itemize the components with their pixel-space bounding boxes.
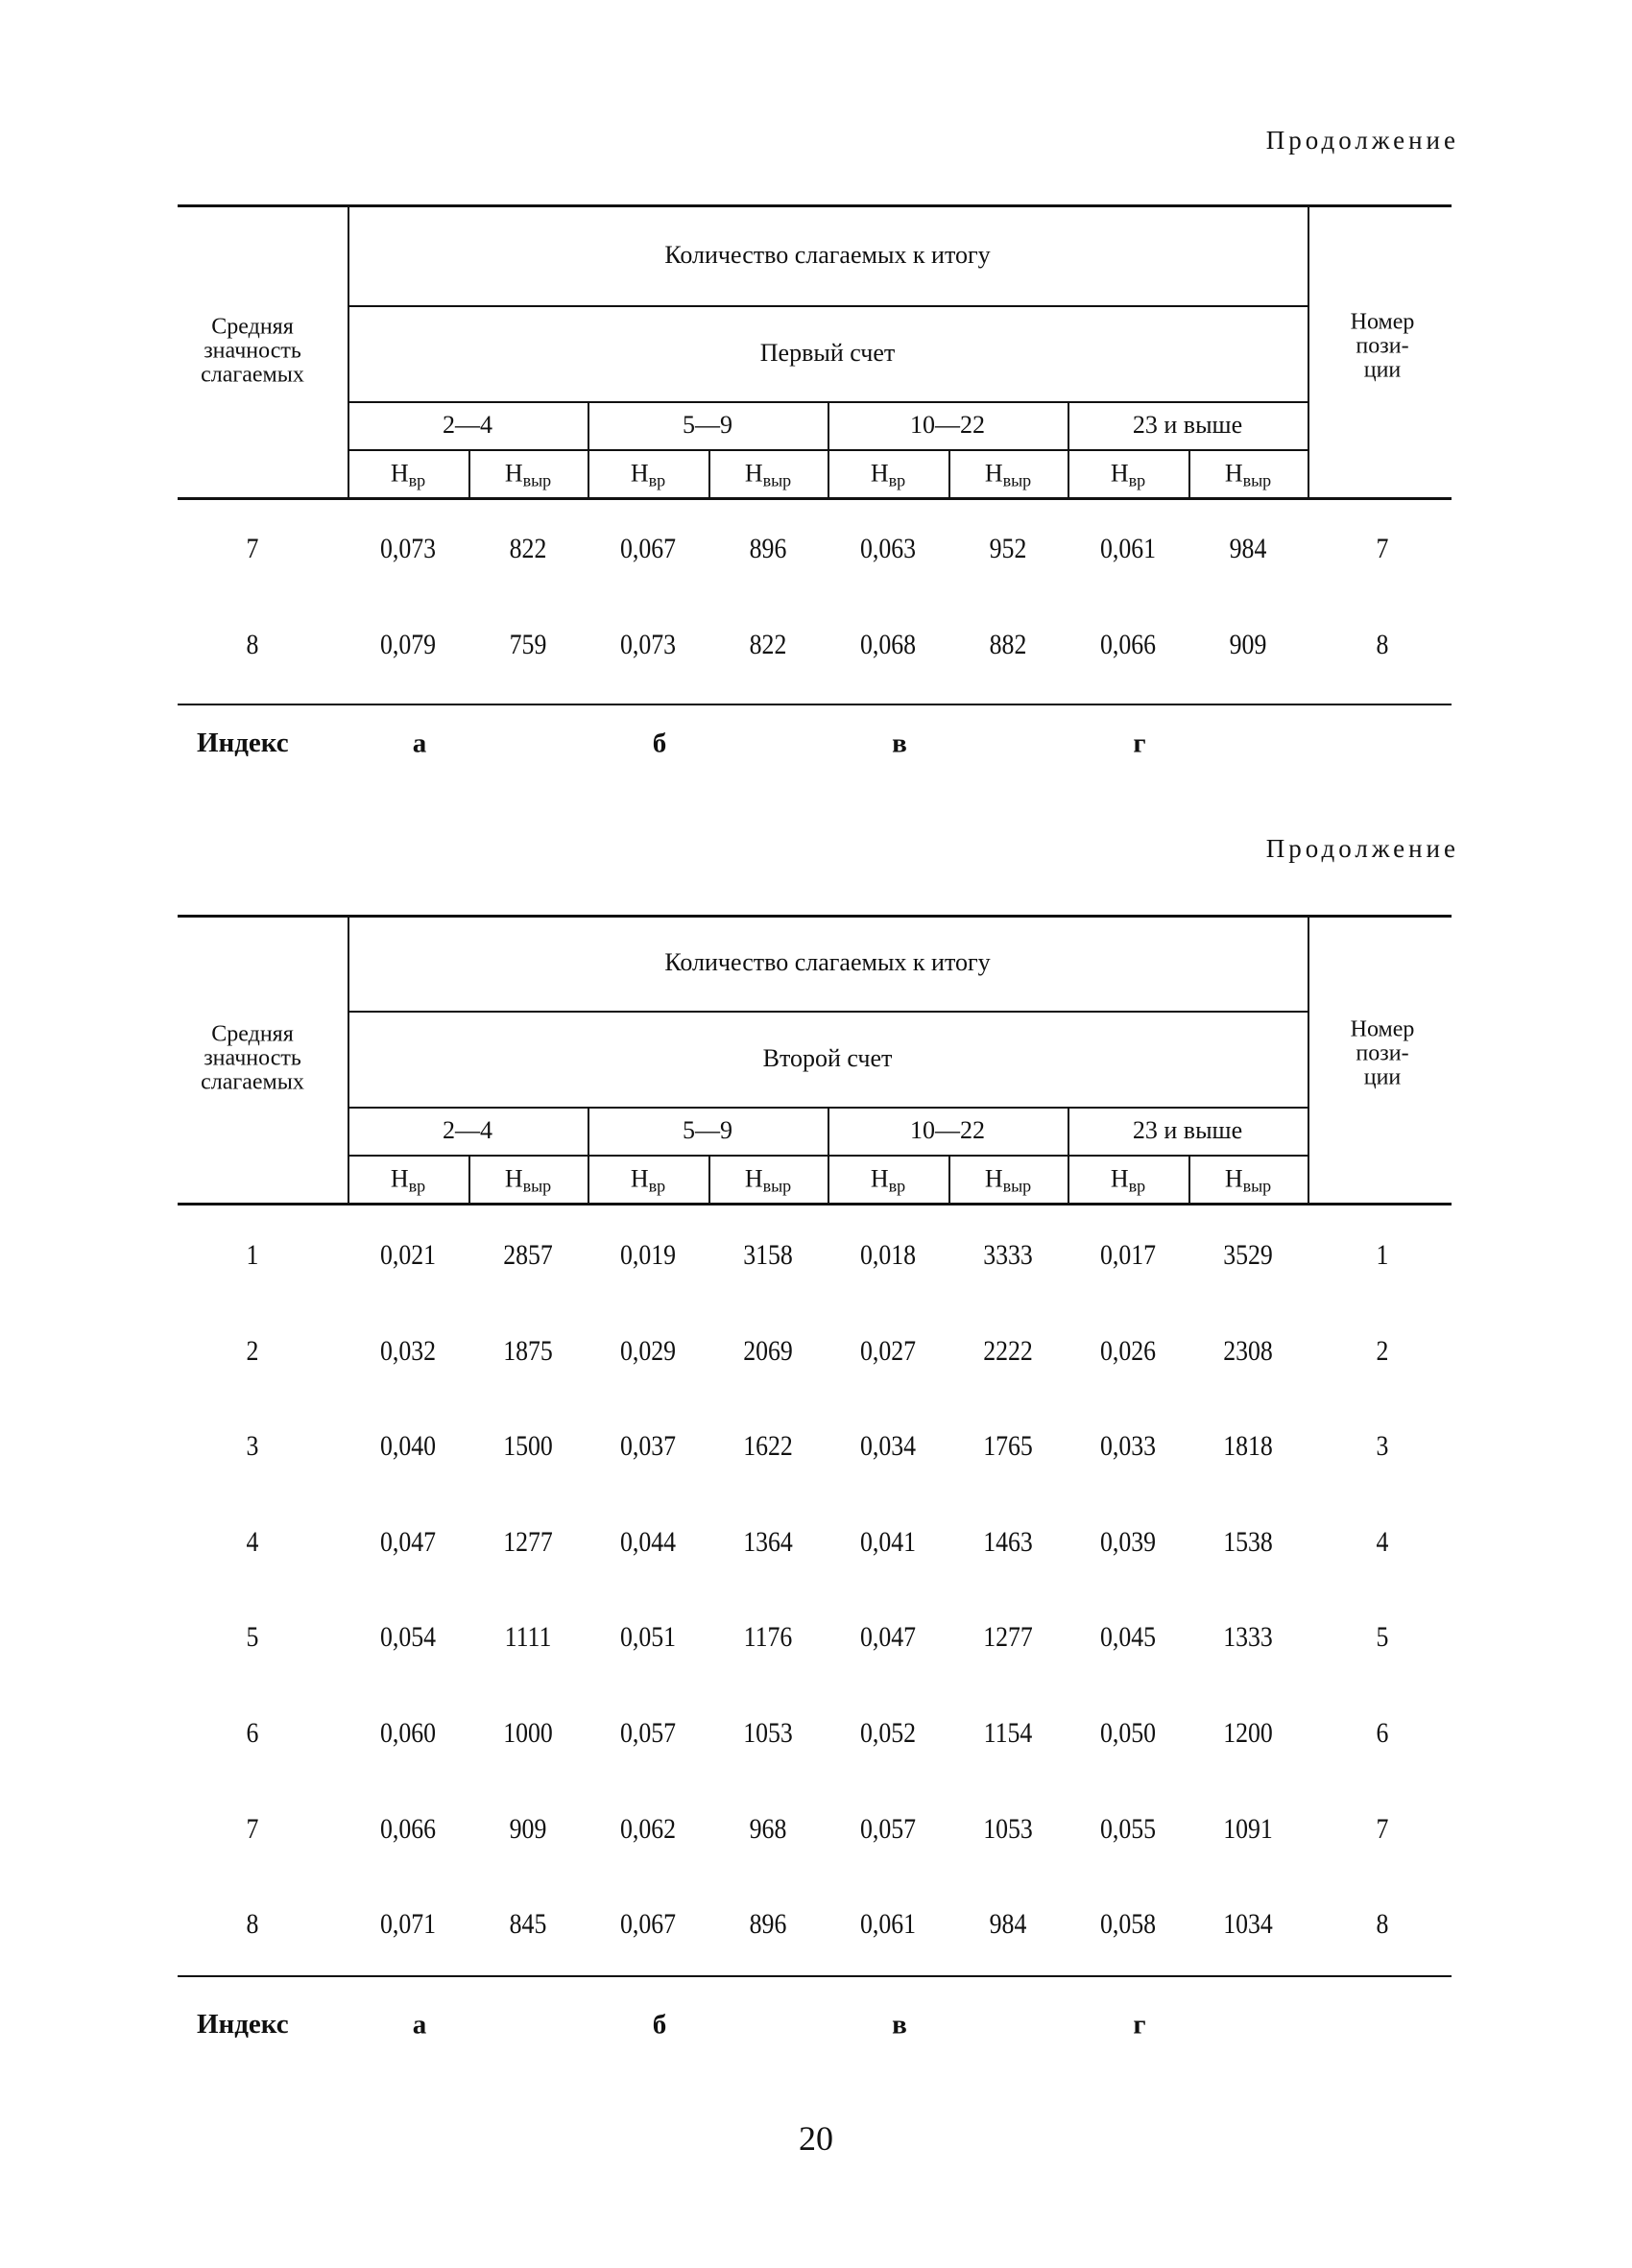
header-rule xyxy=(348,1011,1308,1013)
range-header: 10—22 xyxy=(910,411,985,439)
subcolumn-suffix: выр xyxy=(1242,1176,1272,1196)
time-norm-cell: 0,047 xyxy=(859,1621,917,1654)
subcolumn-header xyxy=(631,460,665,491)
output-norm-cell: 1538 xyxy=(1223,1525,1273,1558)
position-header-line: ции xyxy=(1363,357,1402,382)
subcolumn-suffix: выр xyxy=(762,470,792,490)
output-norm-cell: 1818 xyxy=(1223,1430,1273,1463)
output-norm-cell: 822 xyxy=(749,629,787,660)
table-top-rule xyxy=(178,204,1452,207)
output-norm-cell: 1034 xyxy=(1223,1908,1273,1941)
subcolumn-header xyxy=(871,460,905,491)
significance-cell: 8 xyxy=(246,629,259,660)
output-norm-cell: 1364 xyxy=(743,1525,793,1558)
output-norm-cell: 1111 xyxy=(504,1621,552,1654)
index-letter: а xyxy=(412,2009,427,2041)
position-cell: 8 xyxy=(1376,629,1389,660)
time-norm-cell: 0,063 xyxy=(859,533,917,564)
time-norm-cell: 0,051 xyxy=(619,1621,677,1654)
time-norm-cell: 0,034 xyxy=(859,1430,917,1463)
column-divider xyxy=(588,401,589,497)
column-divider xyxy=(348,915,349,1203)
index-letter: а xyxy=(412,728,427,759)
subcolumn-suffix: выр xyxy=(522,1176,552,1196)
time-norm-cell: 0,060 xyxy=(379,1717,437,1749)
time-norm-cell: 0,032 xyxy=(379,1334,437,1367)
time-norm-cell: 0,067 xyxy=(619,1908,677,1941)
time-norm-cell: 0,062 xyxy=(619,1812,677,1845)
output-norm-cell: 1091 xyxy=(1223,1812,1273,1845)
time-norm-cell: 0,073 xyxy=(379,533,437,564)
column-divider xyxy=(828,401,829,497)
time-norm-cell: 0,017 xyxy=(1099,1239,1157,1271)
column-divider xyxy=(1308,915,1309,1203)
output-norm-cell: 882 xyxy=(989,629,1027,660)
subcolumn-base: Н xyxy=(1224,459,1243,488)
column-divider xyxy=(1188,1155,1190,1203)
subcolumn-base: Н xyxy=(504,1164,523,1193)
column-divider xyxy=(1068,401,1069,497)
position-header-line: Номер xyxy=(1350,309,1415,334)
time-norm-cell: 0,055 xyxy=(1099,1812,1157,1845)
subcolumn-suffix: вр xyxy=(408,470,426,490)
subcolumn-header xyxy=(985,460,1031,491)
subcolumn-header xyxy=(1111,1165,1145,1197)
output-norm-cell: 1875 xyxy=(503,1334,553,1367)
subcolumn-suffix: выр xyxy=(1002,1176,1032,1196)
subcolumn-header xyxy=(391,1165,425,1197)
position-cell: 5 xyxy=(1376,1621,1389,1654)
subcolumn-suffix: вр xyxy=(1128,1176,1146,1196)
subcolumn-suffix: выр xyxy=(762,1176,792,1196)
header-rule xyxy=(348,305,1308,307)
range-header: 23 и выше xyxy=(1132,411,1243,439)
time-norm-cell: 0,057 xyxy=(859,1812,917,1845)
subcolumn-base: Н xyxy=(984,1164,1003,1193)
output-norm-cell: 1000 xyxy=(503,1717,553,1749)
position-cell: 7 xyxy=(1376,533,1389,564)
time-norm-cell: 0,061 xyxy=(859,1908,917,1941)
count-header: Первый счет xyxy=(759,339,896,367)
time-norm-cell: 0,071 xyxy=(379,1908,437,1941)
output-norm-cell: 984 xyxy=(989,1908,1027,1941)
significance-cell: 1 xyxy=(246,1239,259,1271)
subcolumn-base: Н xyxy=(870,1164,889,1193)
significance-cell: 2 xyxy=(246,1334,259,1367)
page-number: 20 xyxy=(799,2119,833,2158)
table-bottom-rule xyxy=(178,1975,1452,1977)
position-cell: 6 xyxy=(1376,1717,1389,1749)
subcolumn-suffix: вр xyxy=(888,470,906,490)
group-header: Количество слагаемых к итогу xyxy=(664,240,991,269)
column-divider xyxy=(468,1155,470,1203)
column-divider xyxy=(348,204,349,497)
output-norm-cell: 909 xyxy=(509,1812,547,1845)
subcolumn-suffix: выр xyxy=(522,470,552,490)
index-label: Индекс xyxy=(197,728,289,758)
subcolumn-base: Н xyxy=(504,459,523,488)
subcolumn-base: Н xyxy=(630,1164,649,1193)
output-norm-cell: 2857 xyxy=(503,1239,553,1271)
subcolumn-suffix: вр xyxy=(408,1176,426,1196)
subcolumn-base: Н xyxy=(630,459,649,488)
stub-header-line: Средняя xyxy=(211,314,294,339)
index-letter: г xyxy=(1133,2009,1146,2041)
time-norm-cell: 0,037 xyxy=(619,1430,677,1463)
time-norm-cell: 0,027 xyxy=(859,1334,917,1367)
position-cell: 7 xyxy=(1376,1812,1389,1845)
output-norm-cell: 896 xyxy=(749,533,787,564)
time-norm-cell: 0,018 xyxy=(859,1239,917,1271)
stub-header-line: слагаемых xyxy=(201,1069,304,1095)
output-norm-cell: 1277 xyxy=(983,1621,1033,1654)
stub-header-line: Средняя xyxy=(211,1021,294,1047)
output-norm-cell: 968 xyxy=(749,1812,787,1845)
output-norm-cell: 1765 xyxy=(983,1430,1033,1463)
subcolumn-header xyxy=(745,460,791,491)
column-divider xyxy=(708,1155,710,1203)
time-norm-cell: 0,061 xyxy=(1099,533,1157,564)
time-norm-cell: 0,021 xyxy=(379,1239,437,1271)
stub-header-line: слагаемых xyxy=(201,362,304,387)
subcolumn-suffix: вр xyxy=(888,1176,906,1196)
time-norm-cell: 0,073 xyxy=(619,629,677,660)
column-divider xyxy=(1308,204,1309,497)
time-norm-cell: 0,079 xyxy=(379,629,437,660)
continuation-label: Продолжение xyxy=(1265,834,1459,863)
index-letter: б xyxy=(652,728,667,759)
output-norm-cell: 845 xyxy=(509,1908,547,1941)
subcolumn-suffix: вр xyxy=(1128,470,1146,490)
time-norm-cell: 0,045 xyxy=(1099,1621,1157,1654)
time-norm-cell: 0,067 xyxy=(619,533,677,564)
output-norm-cell: 3529 xyxy=(1223,1239,1273,1271)
subcolumn-header xyxy=(505,1165,551,1197)
time-norm-cell: 0,026 xyxy=(1099,1334,1157,1367)
header-bottom-rule xyxy=(178,497,1452,500)
significance-cell: 7 xyxy=(246,1812,259,1845)
significance-cell: 6 xyxy=(246,1717,259,1749)
continuation-label: Продолжение xyxy=(1265,126,1459,155)
subcolumn-suffix: выр xyxy=(1002,470,1032,490)
range-header: 2—4 xyxy=(443,1116,492,1144)
subcolumn-suffix: вр xyxy=(648,1176,666,1196)
position-cell: 4 xyxy=(1376,1525,1389,1558)
output-norm-cell: 1200 xyxy=(1223,1717,1273,1749)
stub-header-line: значность xyxy=(204,338,301,363)
significance-cell: 7 xyxy=(246,533,259,564)
output-norm-cell: 952 xyxy=(989,533,1027,564)
output-norm-cell: 3158 xyxy=(743,1239,793,1271)
range-header: 2—4 xyxy=(443,411,492,439)
index-label: Индекс xyxy=(197,2009,289,2040)
output-norm-cell: 3333 xyxy=(983,1239,1033,1271)
output-norm-cell: 1463 xyxy=(983,1525,1033,1558)
subcolumn-base: Н xyxy=(744,1164,763,1193)
index-letter: б xyxy=(652,2009,667,2041)
column-divider xyxy=(948,1155,950,1203)
column-divider xyxy=(588,1107,589,1203)
significance-cell: 4 xyxy=(246,1525,259,1558)
range-header: 5—9 xyxy=(683,411,732,439)
subcolumn-header xyxy=(745,1165,791,1197)
column-divider xyxy=(468,449,470,497)
index-letter: г xyxy=(1133,728,1146,759)
time-norm-cell: 0,039 xyxy=(1099,1525,1157,1558)
group-header: Количество слагаемых к итогу xyxy=(664,948,991,976)
table-top-rule xyxy=(178,915,1452,918)
output-norm-cell: 2069 xyxy=(743,1334,793,1367)
time-norm-cell: 0,057 xyxy=(619,1717,677,1749)
time-norm-cell: 0,050 xyxy=(1099,1717,1157,1749)
range-header: 10—22 xyxy=(910,1116,985,1144)
significance-cell: 8 xyxy=(246,1908,259,1941)
time-norm-cell: 0,044 xyxy=(619,1525,677,1558)
time-norm-cell: 0,029 xyxy=(619,1334,677,1367)
subcolumn-base: Н xyxy=(870,459,889,488)
time-norm-cell: 0,019 xyxy=(619,1239,677,1271)
output-norm-cell: 1176 xyxy=(743,1621,793,1654)
subcolumn-header xyxy=(631,1165,665,1197)
column-divider xyxy=(828,1107,829,1203)
header-bottom-rule xyxy=(178,1203,1452,1206)
time-norm-cell: 0,041 xyxy=(859,1525,917,1558)
index-letter: в xyxy=(892,728,907,759)
output-norm-cell: 822 xyxy=(509,533,547,564)
output-norm-cell: 984 xyxy=(1229,533,1267,564)
output-norm-cell: 1277 xyxy=(503,1525,553,1558)
position-header-line: пози- xyxy=(1356,333,1409,358)
subcolumn-header xyxy=(391,460,425,491)
column-divider xyxy=(708,449,710,497)
time-norm-cell: 0,066 xyxy=(1099,629,1157,660)
position-header-line: Номер xyxy=(1350,1016,1415,1042)
subcolumn-base: Н xyxy=(390,1164,409,1193)
subcolumn-base: Н xyxy=(984,459,1003,488)
time-norm-cell: 0,066 xyxy=(379,1812,437,1845)
subcolumn-header xyxy=(1111,460,1145,491)
position-header-line: пози- xyxy=(1356,1040,1409,1066)
position-cell: 8 xyxy=(1376,1908,1389,1941)
subcolumn-header xyxy=(1225,1165,1271,1197)
subcolumn-base: Н xyxy=(1110,459,1129,488)
time-norm-cell: 0,040 xyxy=(379,1430,437,1463)
position-cell: 1 xyxy=(1376,1239,1389,1271)
count-header: Второй счет xyxy=(762,1044,893,1072)
range-header: 23 и выше xyxy=(1132,1116,1243,1144)
range-header: 5—9 xyxy=(683,1116,732,1144)
column-divider xyxy=(1188,449,1190,497)
output-norm-cell: 909 xyxy=(1229,629,1267,660)
stub-header-line: значность xyxy=(204,1045,301,1071)
output-norm-cell: 1053 xyxy=(743,1717,793,1749)
subcolumn-base: Н xyxy=(390,459,409,488)
subcolumn-base: Н xyxy=(1224,1164,1243,1193)
time-norm-cell: 0,052 xyxy=(859,1717,917,1749)
index-letter: в xyxy=(892,2009,907,2041)
time-norm-cell: 0,047 xyxy=(379,1525,437,1558)
position-cell: 3 xyxy=(1376,1430,1389,1463)
output-norm-cell: 1500 xyxy=(503,1430,553,1463)
output-norm-cell: 2222 xyxy=(983,1334,1033,1367)
output-norm-cell: 759 xyxy=(509,629,547,660)
subcolumn-header xyxy=(871,1165,905,1197)
output-norm-cell: 1333 xyxy=(1223,1621,1273,1654)
table-bottom-rule xyxy=(178,704,1452,705)
time-norm-cell: 0,033 xyxy=(1099,1430,1157,1463)
time-norm-cell: 0,058 xyxy=(1099,1908,1157,1941)
column-divider xyxy=(948,449,950,497)
output-norm-cell: 2308 xyxy=(1223,1334,1273,1367)
subcolumn-base: Н xyxy=(1110,1164,1129,1193)
output-norm-cell: 1053 xyxy=(983,1812,1033,1845)
output-norm-cell: 1154 xyxy=(983,1717,1033,1749)
subcolumn-header xyxy=(1225,460,1271,491)
position-cell: 2 xyxy=(1376,1334,1389,1367)
position-header-line: ции xyxy=(1363,1064,1402,1090)
significance-cell: 5 xyxy=(246,1621,259,1654)
subcolumn-suffix: вр xyxy=(648,470,666,490)
column-divider xyxy=(1068,1107,1069,1203)
output-norm-cell: 1622 xyxy=(743,1430,793,1463)
subcolumn-base: Н xyxy=(744,459,763,488)
subcolumn-suffix: выр xyxy=(1242,470,1272,490)
time-norm-cell: 0,054 xyxy=(379,1621,437,1654)
output-norm-cell: 896 xyxy=(749,1908,787,1941)
time-norm-cell: 0,068 xyxy=(859,629,917,660)
significance-cell: 3 xyxy=(246,1430,259,1463)
subcolumn-header xyxy=(505,460,551,491)
subcolumn-header xyxy=(985,1165,1031,1197)
